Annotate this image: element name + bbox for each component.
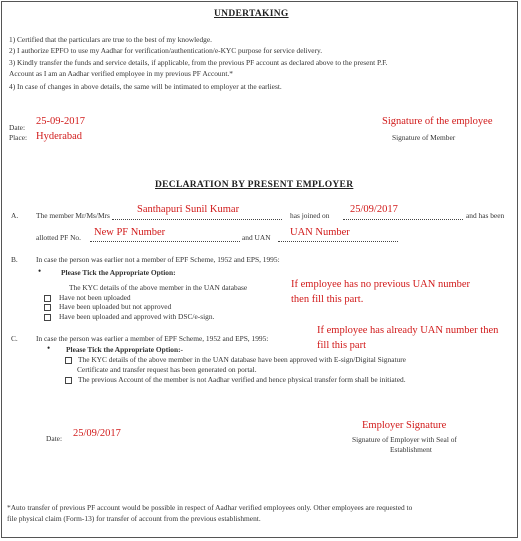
undertaking-item-1: 1) Certified that the particulars are true to the best of my knowledge. <box>9 35 212 44</box>
bullet-icon: • <box>38 266 42 276</box>
section-c-option-2[interactable]: The previous Account of the member is not Aadhar verified and hence physical transfer form shall be initiated. <box>65 375 406 384</box>
section-a-text: The member Mr/Ms/Mrs <box>36 211 110 220</box>
bullet-icon: • <box>47 343 51 353</box>
checkbox-icon[interactable] <box>44 295 51 302</box>
checkbox-icon[interactable] <box>44 314 51 321</box>
undertaking-item-3: 3) Kindly transfer the funds and service details, if applicable, from the previous PF account as declared above to the present P.F. <box>9 58 388 67</box>
checkbox-icon[interactable] <box>65 377 72 384</box>
member-name-value[interactable]: Santhapuri Sunil Kumar <box>137 204 240 215</box>
section-b-kyc-text: The KYC details of the above member in the UAN database <box>69 283 248 292</box>
undertaking-item-3-cont: Account as I am an Aadhar verified employee in my previous PF Account.* <box>9 69 233 78</box>
employer-date-value: 25/09/2017 <box>73 428 121 439</box>
section-b-note-1: If employee has no previous UAN number <box>291 279 471 290</box>
undertaking-item-4: 4) In case of changes in above details, the same will be intimated to employer at the earliest. <box>9 82 282 91</box>
section-a-marker: A. <box>11 211 19 220</box>
uan-value[interactable]: UAN Number <box>290 227 350 238</box>
section-b-option-3[interactable]: Have been uploaded and approved with DSC/e-sign. <box>44 312 214 321</box>
allotted-pf-text: allotted PF No. <box>36 233 81 242</box>
section-b-option-2[interactable]: Have been uploaded but not approved <box>44 302 171 311</box>
place-label: Place: <box>9 133 28 142</box>
employee-signature-value: Signature of the employee <box>382 116 493 127</box>
has-been-text: and has been <box>466 211 505 220</box>
uan-text: and UAN <box>242 233 271 242</box>
undertaking-item-2: 2) I authorize EPFO to use my Aadhar for verification/authentication/e-KYC purpose for service delivery. <box>9 46 323 55</box>
checkbox-icon[interactable] <box>44 304 51 311</box>
section-c-note-1: If employee has already UAN number then <box>317 325 499 336</box>
section-b-marker: B. <box>11 255 18 264</box>
declaration-title: DECLARATION BY PRESENT EMPLOYER <box>155 180 354 190</box>
member-signature-label: Signature of Member <box>392 133 456 142</box>
section-c-option-1[interactable]: The KYC details of the above member in the UAN database have been approved with E-sign/Digital Signature <box>65 355 406 364</box>
section-c-option-1-cont: Certificate and transfer request has been generated on portal. <box>77 365 257 374</box>
footnote-line-2: file physical claim (Form-13) for transfer of account from the previous establishment. <box>7 514 261 523</box>
section-c-tick-label: Please Tick the Appropriate Option:- <box>66 345 184 354</box>
employer-signature-value: Employer Signature <box>362 420 447 431</box>
section-b-tick-label: Please Tick the Appropriate Option: <box>61 268 176 277</box>
place-value: Hyderabad <box>36 131 83 142</box>
employer-signature-label: Signature of Employer with Seal of <box>352 435 457 444</box>
undertaking-title: UNDERTAKING <box>214 9 289 19</box>
join-date-value[interactable]: 25/09/2017 <box>350 204 398 215</box>
joined-on-text: has joined on <box>290 211 330 220</box>
employee-date-value: 25-09-2017 <box>36 116 85 127</box>
section-c-note-2: fill this part <box>317 340 366 351</box>
employer-date-label: Date: <box>46 434 63 443</box>
section-c-marker: C. <box>11 334 18 343</box>
section-c-text: In case the person was earlier a member of EPF Scheme, 1952 and EPS, 1995: <box>36 334 269 343</box>
section-b-note-2: then fill this part. <box>291 294 364 305</box>
section-b-text: In case the person was earlier not a member of EPF Scheme, 1952 and EPS, 1995: <box>36 255 280 264</box>
checkbox-icon[interactable] <box>65 357 72 364</box>
establishment-label: Establishment <box>390 445 432 454</box>
pf-number-value[interactable]: New PF Number <box>94 227 166 238</box>
footnote-line-1: *Auto transfer of previous PF account would be possible in respect of Aadhar verified employees only. Other employees are requested to <box>7 503 413 512</box>
section-b-option-1[interactable]: Have not been uploaded <box>44 293 131 302</box>
date-label: Date: <box>9 123 26 132</box>
